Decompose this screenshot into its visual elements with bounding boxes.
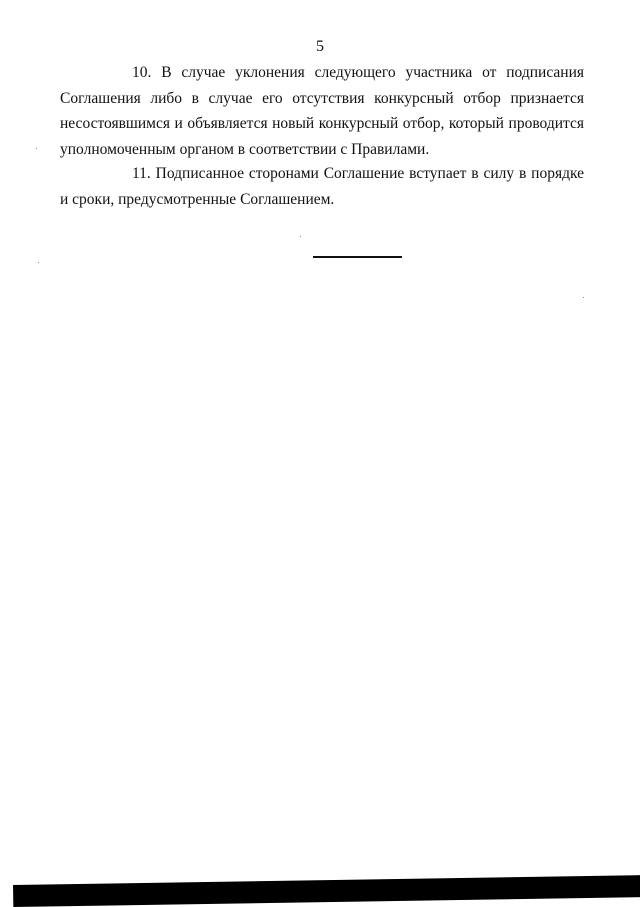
paragraph-11-text: 11. Подписанное сторонами Соглашение вступает в силу в порядке и сроки, предусмотренные Соглашением. xyxy=(60,165,584,208)
paragraph-11 xyxy=(60,161,584,212)
page-number: 5 xyxy=(316,38,324,55)
paragraph-10 xyxy=(60,60,584,162)
scan-speck xyxy=(583,297,584,298)
scan-speck xyxy=(36,148,37,149)
end-separator-line xyxy=(313,256,402,258)
scan-speck xyxy=(38,262,39,263)
scan-speck xyxy=(300,236,301,237)
paragraph-10-text: 10. В случае уклонения следующего участника от подписания Соглашения либо в случае его отсутствия конкурсный отбор признается несостоявшимся и объявляется новый конкурсный отбор, который проводится уполномоченным органом в соответствии с Правилами. xyxy=(60,64,584,158)
scan-edge-band xyxy=(13,875,640,907)
